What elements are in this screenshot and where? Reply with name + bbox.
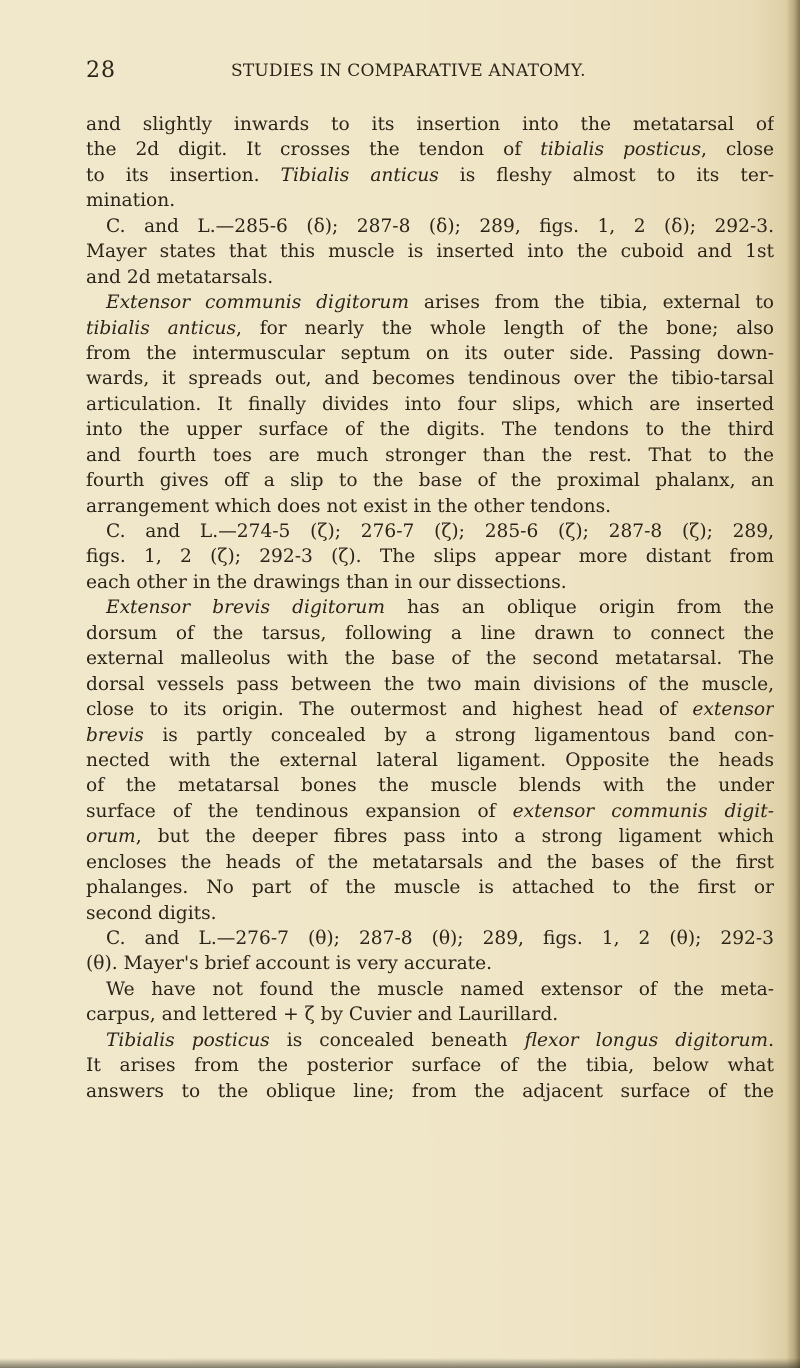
text-line: and slightly inwards to its insertion into the metatarsal of <box>86 114 774 135</box>
text-line: brevis is partly concealed by a strong ligamentous band con- <box>86 724 774 746</box>
text-line: each other in the drawings than in our dissections. <box>86 571 567 593</box>
text-line: encloses the heads of the metatarsals and the bases of the first <box>86 851 774 873</box>
text-line: (θ). Mayer's brief account is very accurate. <box>86 953 493 975</box>
text-line: mination. <box>86 190 176 212</box>
body-text <box>86 112 774 1104</box>
text-line: nected with the external lateral ligament. Opposite the heads <box>86 749 774 771</box>
text-line: Mayer states that this muscle is inserted into the cuboid and 1st <box>86 241 774 263</box>
text-line: orum, but the deeper fibres pass into a strong ligament which <box>86 826 774 848</box>
text-line: C. and L.—276-7 (θ); 287-8 (θ); 289, figs. 1, 2 (θ); 292-3 <box>106 928 774 949</box>
text-line: into the upper surface of the digits. The tendons to the third <box>86 419 774 441</box>
text-line: and 2d metatarsals. <box>86 266 274 288</box>
text-line: dorsum of the tarsus, following a line drawn to connect the <box>86 622 774 644</box>
text-line: C. and L.—285-6 (δ); 287-8 (δ); 289, figs. 1, 2 (δ); 292-3. <box>106 215 774 237</box>
text-line: surface of the tendinous expansion of extensor communis digit- <box>86 800 774 822</box>
text-line: carpus, and lettered + ζ by Cuvier and Laurillard. <box>86 1004 559 1026</box>
text-line: external malleolus with the base of the second metatarsal. The <box>86 648 774 670</box>
running-head: STUDIES IN COMPARATIVE ANATOMY. <box>231 61 586 81</box>
text-line: fourth gives off a slip to the base of the proximal phalanx, an <box>86 470 774 492</box>
page-header <box>86 58 776 88</box>
text-line: from the intermuscular septum on its outer side. Passing down- <box>86 342 774 364</box>
text-line: dorsal vessels pass between the two main divisions of the muscle, <box>86 673 774 695</box>
text-line: phalanges. No part of the muscle is attached to the first or <box>86 877 774 899</box>
text-line: and fourth toes are much stronger than the rest. That to the <box>86 444 774 466</box>
text-line: It arises from the posterior surface of the tibia, below what <box>86 1055 774 1077</box>
text-line: close to its origin. The outermost and highest head of extensor <box>86 699 774 721</box>
text-line: articulation. It finally divides into four slips, which are inserted <box>86 393 774 415</box>
page-edge-shadow <box>786 0 800 1368</box>
text-line: to its insertion. Tibialis anticus is fleshy almost to its ter- <box>86 164 774 186</box>
text-line: Extensor communis digitorum arises from the tibia, external to <box>106 292 774 314</box>
text-line: the 2d digit. It crosses the tendon of tibialis posticus, close <box>86 139 774 161</box>
text-line: tibialis anticus, for nearly the whole length of the bone; also <box>86 317 774 339</box>
text-line: C. and L.—274-5 (ζ); 276-7 (ζ); 285-6 (ζ); 287-8 (ζ); 289, <box>106 521 774 542</box>
text-line: figs. 1, 2 (ζ); 292-3 (ζ). The slips appear more distant from <box>86 546 774 568</box>
text-line: Extensor brevis digitorum has an oblique origin from the <box>106 597 774 619</box>
text-line: arrangement which does not exist in the other tendons. <box>86 495 612 517</box>
text-line: We have not found the muscle named extensor of the meta- <box>106 978 774 1000</box>
page-number: 28 <box>86 58 116 83</box>
text-line: second digits. <box>86 902 217 924</box>
text-line: Tibialis posticus is concealed beneath flexor longus digitorum. <box>106 1029 774 1051</box>
text-line: of the metatarsal bones the muscle blends with the under <box>86 775 774 797</box>
text-line: wards, it spreads out, and becomes tendinous over the tibio-tarsal <box>86 368 774 390</box>
text-line: answers to the oblique line; from the adjacent surface of the <box>86 1080 774 1102</box>
page-bottom-shadow <box>0 1358 800 1368</box>
